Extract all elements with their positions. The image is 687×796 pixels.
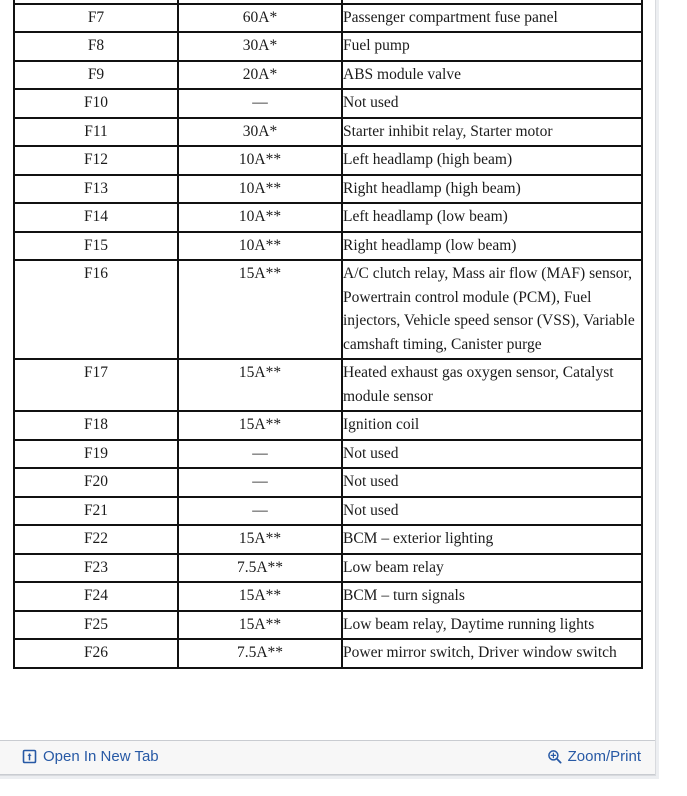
cell-description: Fuel pump xyxy=(342,32,642,61)
cell-fuse-id: F18 xyxy=(14,411,178,440)
table-row xyxy=(14,639,642,668)
cell-description: Not used xyxy=(342,468,642,497)
cell-description: Low beam relay xyxy=(342,554,642,583)
table-row xyxy=(14,359,642,411)
cell-description: Ignition coil xyxy=(342,411,642,440)
cell-fuse-id: F8 xyxy=(14,32,178,61)
cell-description: Passenger compartment fuse panel xyxy=(342,4,642,33)
fuse-table-body xyxy=(14,0,642,668)
cell-description: Not used xyxy=(342,89,642,118)
cell-fuse-id: F13 xyxy=(14,175,178,204)
cell-fuse-id: F24 xyxy=(14,582,178,611)
cell-description: BCM – exterior lighting xyxy=(342,525,642,554)
table-row xyxy=(14,61,642,90)
cell-description: Not used xyxy=(342,497,642,526)
cell-amperage: 60A* xyxy=(178,4,342,33)
cell-description: Low beam relay, Daytime running lights xyxy=(342,611,642,640)
cell-fuse-id: F10 xyxy=(14,89,178,118)
cell-amperage: — xyxy=(178,89,342,118)
viewer-right-shadow xyxy=(656,0,659,778)
table-row xyxy=(14,146,642,175)
cell-amperage: — xyxy=(178,440,342,469)
cell-fuse-id: F19 xyxy=(14,440,178,469)
zoom-print-link[interactable] xyxy=(547,748,641,765)
cell-amperage: 7.5A** xyxy=(178,554,342,583)
cell-fuse-id: F9 xyxy=(14,61,178,90)
open-in-new-tab-link[interactable] xyxy=(22,748,159,765)
cell-fuse-id: F20 xyxy=(14,468,178,497)
table-row xyxy=(14,582,642,611)
cell-fuse-id: F21 xyxy=(14,497,178,526)
cell-amperage: 15A** xyxy=(178,582,342,611)
cell-description: Starter inhibit relay, Starter motor xyxy=(342,118,642,147)
cell-amperage: 15A** xyxy=(178,260,342,359)
cell-description: A/C clutch relay, Mass air flow (MAF) sensor, Powertrain control module (PCM), Fuel injectors, Vehicle speed sensor (VSS), Variable camshaft timing, Canister purge xyxy=(342,260,642,359)
table-row xyxy=(14,4,642,33)
cell-amperage: 15A** xyxy=(178,411,342,440)
cell-description: BCM – turn signals xyxy=(342,582,642,611)
table-row xyxy=(14,440,642,469)
cell-description: Left headlamp (high beam) xyxy=(342,146,642,175)
cell-fuse-id: F25 xyxy=(14,611,178,640)
cell-amperage: 15A** xyxy=(178,611,342,640)
cell-amperage: 10A** xyxy=(178,232,342,261)
table-row xyxy=(14,411,642,440)
cell-amperage: 30A* xyxy=(178,118,342,147)
cell-description: Right headlamp (low beam) xyxy=(342,232,642,261)
table-row xyxy=(14,32,642,61)
cell-fuse-id: F17 xyxy=(14,359,178,411)
fuse-table-image xyxy=(13,0,639,669)
cell-fuse-id: F7 xyxy=(14,4,178,33)
table-row xyxy=(14,611,642,640)
cell-fuse-id: F23 xyxy=(14,554,178,583)
table-row xyxy=(14,497,642,526)
table-row xyxy=(14,89,642,118)
table-row xyxy=(14,232,642,261)
viewer-bottom-shadow xyxy=(0,776,659,779)
cell-amperage: — xyxy=(178,468,342,497)
cell-amperage: 15A** xyxy=(178,359,342,411)
cell-fuse-id: F26 xyxy=(14,639,178,668)
fuse-assignment-table xyxy=(13,0,643,669)
table-row xyxy=(14,554,642,583)
cell-description: Not used xyxy=(342,440,642,469)
table-row xyxy=(14,260,642,359)
cell-description: Heated exhaust gas oxygen sensor, Catalyst module sensor xyxy=(342,359,642,411)
magnifier-plus-icon xyxy=(547,749,562,764)
cell-fuse-id: F15 xyxy=(14,232,178,261)
table-row xyxy=(14,175,642,204)
open-in-new-tab-label: Open In New Tab xyxy=(43,748,159,765)
table-row xyxy=(14,203,642,232)
cell-amperage: 20A* xyxy=(178,61,342,90)
cell-description: ABS module valve xyxy=(342,61,642,90)
cell-amperage: 10A** xyxy=(178,203,342,232)
cell-amperage: 15A** xyxy=(178,525,342,554)
table-row xyxy=(14,118,642,147)
cell-description: Power mirror switch, Driver window switch xyxy=(342,639,642,668)
open-in-new-tab-icon xyxy=(22,749,37,764)
table-row xyxy=(14,468,642,497)
cell-fuse-id: F12 xyxy=(14,146,178,175)
cell-fuse-id: F11 xyxy=(14,118,178,147)
cell-amperage: 10A** xyxy=(178,175,342,204)
cell-fuse-id: F16 xyxy=(14,260,178,359)
cell-description: Right headlamp (high beam) xyxy=(342,175,642,204)
zoom-print-label: Zoom/Print xyxy=(567,748,641,765)
cell-amperage: — xyxy=(178,497,342,526)
cell-description: Left headlamp (low beam) xyxy=(342,203,642,232)
cell-amperage: 30A* xyxy=(178,32,342,61)
viewer-action-bar xyxy=(0,740,655,775)
cell-fuse-id: F22 xyxy=(14,525,178,554)
cell-amperage: 10A** xyxy=(178,146,342,175)
cell-amperage: 7.5A** xyxy=(178,639,342,668)
cell-fuse-id: F14 xyxy=(14,203,178,232)
table-row xyxy=(14,525,642,554)
